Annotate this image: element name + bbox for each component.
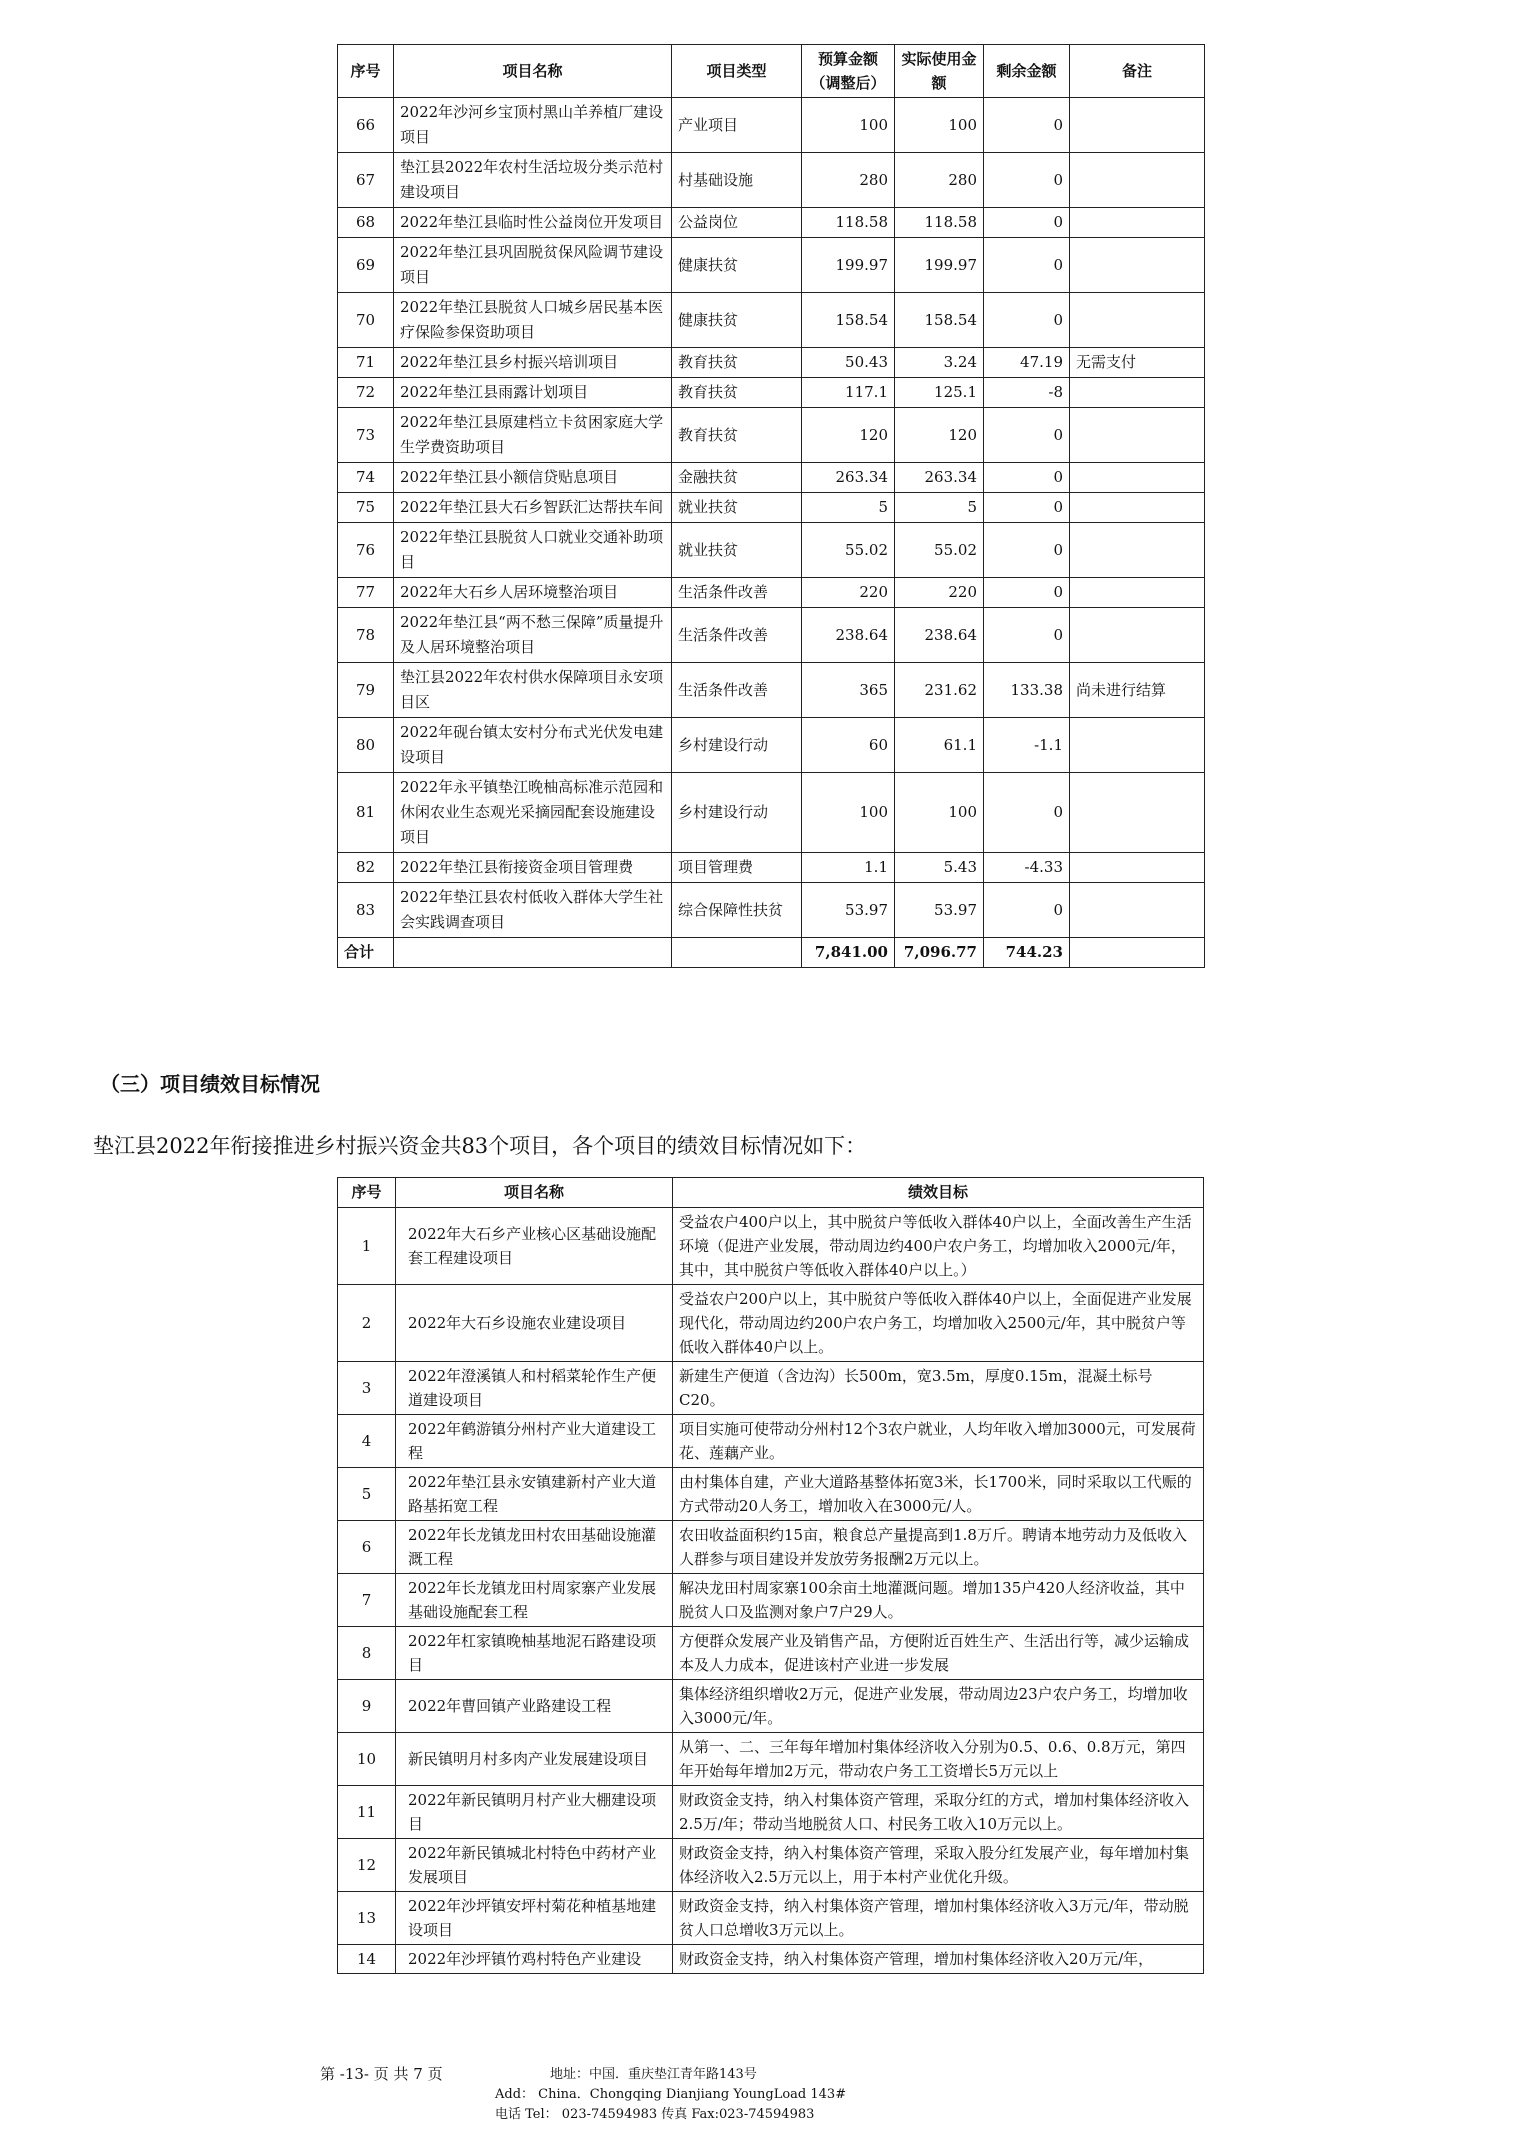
budget-cell-type: 生活条件改善: [672, 663, 802, 718]
budget-cell-remain: 0: [984, 578, 1070, 608]
budget-cell-no: 71: [338, 348, 394, 378]
header-note: 备注: [1070, 45, 1205, 98]
budget-cell-no: 76: [338, 523, 394, 578]
perf-cell-goal: 从第一、二、三年每年增加村集体经济收入分别为0.5、0.6、0.8万元，第四年开始每年增加2万元，带动农户务工工资增长5万元以上: [673, 1733, 1204, 1786]
budget-cell-budget: 365: [802, 663, 895, 718]
budget-row: [338, 463, 1205, 493]
footer-address-en: Add： China．Chongqing Dianjiang YoungLoad 143#: [495, 2087, 847, 2102]
budget-cell-type: 教育扶贫: [672, 408, 802, 463]
header-remain: 剩余金额: [984, 45, 1070, 98]
budget-cell-actual: 100: [895, 98, 984, 153]
budget-cell-budget: 280: [802, 153, 895, 208]
budget-cell-actual: 61.1: [895, 718, 984, 773]
budget-cell-actual: 118.58: [895, 208, 984, 238]
intro-text: 垫江县2022年衔接推进乡村振兴资金共83个项目，各个项目的绩效目标情况如下：: [93, 1134, 867, 1158]
perf-header-name: 项目名称: [396, 1178, 673, 1208]
budget-cell-type: 村基础设施: [672, 153, 802, 208]
perf-row: [338, 1786, 1204, 1839]
budget-cell-note: 尚未进行结算: [1070, 663, 1205, 718]
budget-cell-budget: 60: [802, 718, 895, 773]
budget-row: [338, 408, 1205, 463]
perf-row: [338, 1468, 1204, 1521]
perf-cell-goal: 项目实施可使带动分州村12个3农户就业，人均年收入增加3000元，可发展荷花、莲藕产业。: [673, 1415, 1204, 1468]
perf-cell-name: 2022年长龙镇龙田村农田基础设施灌溉工程: [396, 1521, 673, 1574]
budget-cell-type: 乡村建设行动: [672, 773, 802, 853]
budget-cell-remain: 0: [984, 408, 1070, 463]
budget-cell-budget: 118.58: [802, 208, 895, 238]
budget-cell-name: 2022年垫江县农村低收入群体大学生社会实践调查项目: [394, 883, 672, 938]
budget-row: [338, 208, 1205, 238]
budget-cell-budget: 5: [802, 493, 895, 523]
perf-cell-goal: 由村集体自建，产业大道路基整体拓宽3米，长1700米，同时采取以工代赈的方式带动20人务工，增加收入在3000元/人。: [673, 1468, 1204, 1521]
budget-cell-actual: 55.02: [895, 523, 984, 578]
budget-cell-name: 2022年砚台镇太安村分布式光伏发电建设项目: [394, 718, 672, 773]
budget-row: [338, 718, 1205, 773]
budget-cell-budget: 50.43: [802, 348, 895, 378]
header-no: 序号: [338, 45, 394, 98]
budget-cell-note: [1070, 463, 1205, 493]
budget-cell-no: 66: [338, 98, 394, 153]
header-actual: 实际使用金额: [895, 45, 984, 98]
budget-cell-budget: 238.64: [802, 608, 895, 663]
budget-cell-note: [1070, 293, 1205, 348]
footer-phone: 电话 Tel： 023-74594983 传真 Fax:023-74594983: [495, 2107, 815, 2122]
budget-cell-note: [1070, 208, 1205, 238]
budget-cell-no: 69: [338, 238, 394, 293]
budget-row: [338, 578, 1205, 608]
budget-cell-no: 70: [338, 293, 394, 348]
budget-cell-actual: 5.43: [895, 853, 984, 883]
budget-row: [338, 608, 1205, 663]
perf-cell-goal: 财政资金支持，纳入村集体资产管理，采取入股分红发展产业，每年增加村集体经济收入2.5万元以上，用于本村产业优化升级。: [673, 1839, 1204, 1892]
perf-cell-goal: 农田收益面积约15亩，粮食总产量提高到1.8万斤。聘请本地劳动力及低收入人群参与项目建设并发放劳务报酬2万元以上。: [673, 1521, 1204, 1574]
budget-cell-no: 78: [338, 608, 394, 663]
budget-cell-no: 67: [338, 153, 394, 208]
perf-cell-name: 2022年垫江县永安镇建新村产业大道路基拓宽工程: [396, 1468, 673, 1521]
perf-row: [338, 1415, 1204, 1468]
perf-row: [338, 1521, 1204, 1574]
perf-cell-no: 4: [338, 1415, 396, 1468]
budget-cell-note: [1070, 378, 1205, 408]
budget-cell-type: 产业项目: [672, 98, 802, 153]
perf-cell-no: 2: [338, 1285, 396, 1362]
budget-cell-remain: 0: [984, 523, 1070, 578]
budget-cell-actual: 199.97: [895, 238, 984, 293]
budget-cell-name: 2022年垫江县原建档立卡贫困家庭大学生学费资助项目: [394, 408, 672, 463]
perf-cell-no: 1: [338, 1208, 396, 1285]
page-number: 第 -13- 页 共 7 页: [320, 2065, 443, 2083]
perf-cell-goal: 解决龙田村周家寨100余亩土地灌溉问题。增加135户420人经济收益，其中脱贫人口及监测对象户7户29人。: [673, 1574, 1204, 1627]
perf-header-no: 序号: [338, 1178, 396, 1208]
budget-row: [338, 153, 1205, 208]
budget-total-row: [338, 938, 1205, 968]
budget-cell-actual: 53.97: [895, 883, 984, 938]
perf-cell-name: 2022年大石乡产业核心区基础设施配套工程建设项目: [396, 1208, 673, 1285]
budget-cell-note: [1070, 853, 1205, 883]
budget-cell-type: 就业扶贫: [672, 493, 802, 523]
perf-cell-no: 11: [338, 1786, 396, 1839]
section-heading: （三）项目绩效目标情况: [100, 1072, 320, 1096]
budget-cell-type: 乡村建设行动: [672, 718, 802, 773]
budget-cell-actual: 238.64: [895, 608, 984, 663]
budget-cell-note: [1070, 608, 1205, 663]
budget-cell-note: [1070, 883, 1205, 938]
budget-cell-remain: 0: [984, 608, 1070, 663]
budget-cell-actual: 263.34: [895, 463, 984, 493]
budget-cell-budget: 117.1: [802, 378, 895, 408]
budget-cell-note: [1070, 238, 1205, 293]
budget-row: [338, 663, 1205, 718]
perf-cell-goal: 方便群众发展产业及销售产品，方便附近百姓生产、生活出行等，减少运输成本及人力成本，促进该村产业进一步发展: [673, 1627, 1204, 1680]
budget-row: [338, 238, 1205, 293]
perf-cell-goal: 受益农户200户以上，其中脱贫户等低收入群体40户以上，全面促进产业发展现代化，带动周边约200户农户务工，均增加收入2500元/年，其中脱贫户等低收入群体40户以上。: [673, 1285, 1204, 1362]
budget-cell-name: 2022年垫江县脱贫人口就业交通补助项目: [394, 523, 672, 578]
perf-cell-goal: 财政资金支持，纳入村集体资产管理，增加村集体经济收入20万元/年，: [673, 1945, 1204, 1974]
budget-cell-note: [1070, 98, 1205, 153]
footer-address-cn: 地址：中国．重庆垫江青年路143号: [550, 2067, 757, 2082]
budget-cell-remain: 0: [984, 493, 1070, 523]
budget-row: [338, 773, 1205, 853]
budget-cell-remain: -4.33: [984, 853, 1070, 883]
perf-cell-name: 2022年大石乡设施农业建设项目: [396, 1285, 673, 1362]
budget-row: [338, 98, 1205, 153]
budget-row: [338, 853, 1205, 883]
budget-cell-note: [1070, 578, 1205, 608]
budget-row: [338, 523, 1205, 578]
budget-cell-remain: 0: [984, 98, 1070, 153]
budget-cell-actual: 125.1: [895, 378, 984, 408]
budget-cell-type: 就业扶贫: [672, 523, 802, 578]
budget-cell-type: 健康扶贫: [672, 238, 802, 293]
budget-cell-name: 2022年垫江县乡村振兴培训项目: [394, 348, 672, 378]
budget-cell-no: 82: [338, 853, 394, 883]
perf-row: [338, 1362, 1204, 1415]
budget-cell-budget: 158.54: [802, 293, 895, 348]
perf-cell-name: 2022年新民镇城北村特色中药材产业发展项目: [396, 1839, 673, 1892]
budget-header-row: [338, 45, 1205, 98]
budget-cell-type: 健康扶贫: [672, 293, 802, 348]
budget-cell-note: [1070, 773, 1205, 853]
budget-cell-budget: 53.97: [802, 883, 895, 938]
budget-row: [338, 883, 1205, 938]
budget-cell-remain: 0: [984, 293, 1070, 348]
total-budget: 7,841.00: [802, 938, 895, 968]
budget-cell-actual: 120: [895, 408, 984, 463]
budget-cell-no: 81: [338, 773, 394, 853]
budget-cell-no: 80: [338, 718, 394, 773]
perf-row: [338, 1627, 1204, 1680]
perf-header-goal: 绩效目标: [673, 1178, 1204, 1208]
budget-cell-budget: 120: [802, 408, 895, 463]
budget-cell-no: 68: [338, 208, 394, 238]
perf-cell-name: 2022年沙坪镇安坪村菊花种植基地建设项目: [396, 1892, 673, 1945]
budget-cell-remain: 0: [984, 773, 1070, 853]
perf-cell-name: 2022年鹤游镇分州村产业大道建设工程: [396, 1415, 673, 1468]
budget-cell-actual: 220: [895, 578, 984, 608]
perf-row: [338, 1208, 1204, 1285]
budget-cell-no: 75: [338, 493, 394, 523]
perf-cell-goal: 财政资金支持，纳入村集体资产管理，增加村集体经济收入3万元/年，带动脱贫人口总增收3万元以上。: [673, 1892, 1204, 1945]
budget-cell-remain: 0: [984, 463, 1070, 493]
perf-cell-no: 8: [338, 1627, 396, 1680]
budget-row: [338, 378, 1205, 408]
perf-row: [338, 1839, 1204, 1892]
perf-row: [338, 1680, 1204, 1733]
total-label: 合计: [338, 938, 394, 968]
budget-cell-name: 2022年垫江县衔接资金项目管理费: [394, 853, 672, 883]
perf-cell-name: 2022年沙坪镇竹鸡村特色产业建设: [396, 1945, 673, 1974]
total-remain: 744.23: [984, 938, 1070, 968]
budget-cell-no: 72: [338, 378, 394, 408]
header-type: 项目类型: [672, 45, 802, 98]
budget-cell-no: 83: [338, 883, 394, 938]
budget-cell-type: 金融扶贫: [672, 463, 802, 493]
budget-cell-type: 综合保障性扶贫: [672, 883, 802, 938]
perf-row: [338, 1945, 1204, 1974]
budget-cell-budget: 55.02: [802, 523, 895, 578]
budget-table: [337, 44, 1205, 968]
budget-cell-note: [1070, 408, 1205, 463]
budget-cell-name: 2022年大石乡人居环境整治项目: [394, 578, 672, 608]
budget-cell-name: 2022年垫江县雨露计划项目: [394, 378, 672, 408]
budget-cell-actual: 158.54: [895, 293, 984, 348]
budget-cell-remain: 0: [984, 153, 1070, 208]
budget-cell-name: 2022年垫江县大石乡智跃汇达帮扶车间: [394, 493, 672, 523]
perf-row: [338, 1892, 1204, 1945]
perf-cell-goal: 受益农户400户以上，其中脱贫户等低收入群体40户以上，全面改善生产生活环境（促进产业发展，带动周边约400户农户务工，均增加收入2000元/年，其中，其中脱贫户等低收入群体40户以上。）: [673, 1208, 1204, 1285]
header-budget: 预算金额（调整后）: [802, 45, 895, 98]
budget-cell-actual: 280: [895, 153, 984, 208]
budget-cell-budget: 220: [802, 578, 895, 608]
budget-cell-remain: 0: [984, 883, 1070, 938]
perf-row: [338, 1733, 1204, 1786]
budget-row: [338, 293, 1205, 348]
perf-row: [338, 1285, 1204, 1362]
budget-cell-actual: 231.62: [895, 663, 984, 718]
perf-cell-name: 2022年曹回镇产业路建设工程: [396, 1680, 673, 1733]
budget-cell-type: 项目管理费: [672, 853, 802, 883]
perf-cell-name: 新民镇明月村多肉产业发展建设项目: [396, 1733, 673, 1786]
perf-cell-no: 5: [338, 1468, 396, 1521]
perf-cell-goal: 集体经济组织增收2万元，促进产业发展，带动周边23户农户务工，均增加收入3000元/年。: [673, 1680, 1204, 1733]
perf-row: [338, 1574, 1204, 1627]
budget-cell-budget: 199.97: [802, 238, 895, 293]
budget-cell-actual: 100: [895, 773, 984, 853]
budget-cell-budget: 100: [802, 98, 895, 153]
perf-cell-no: 3: [338, 1362, 396, 1415]
budget-cell-remain: -1.1: [984, 718, 1070, 773]
budget-cell-remain: 133.38: [984, 663, 1070, 718]
budget-cell-budget: 1.1: [802, 853, 895, 883]
budget-cell-remain: -8: [984, 378, 1070, 408]
budget-cell-name: 2022年垫江县脱贫人口城乡居民基本医疗保险参保资助项目: [394, 293, 672, 348]
perf-cell-name: 2022年杠家镇晚柚基地泥石路建设项目: [396, 1627, 673, 1680]
budget-cell-no: 74: [338, 463, 394, 493]
budget-cell-note: 无需支付: [1070, 348, 1205, 378]
budget-cell-note: [1070, 523, 1205, 578]
perf-cell-no: 7: [338, 1574, 396, 1627]
perf-cell-name: 2022年澄溪镇人和村稻菜轮作生产便道建设项目: [396, 1362, 673, 1415]
perf-cell-name: 2022年新民镇明月村产业大棚建设项目: [396, 1786, 673, 1839]
perf-cell-no: 14: [338, 1945, 396, 1974]
budget-cell-no: 79: [338, 663, 394, 718]
budget-cell-actual: 3.24: [895, 348, 984, 378]
budget-cell-type: 生活条件改善: [672, 578, 802, 608]
perf-header-row: [338, 1178, 1204, 1208]
perf-cell-no: 9: [338, 1680, 396, 1733]
perf-cell-goal: 财政资金支持，纳入村集体资产管理，采取分红的方式，增加村集体经济收入2.5万/年；带动当地脱贫人口、村民务工收入10万元以上。: [673, 1786, 1204, 1839]
budget-cell-type: 生活条件改善: [672, 608, 802, 663]
budget-row: [338, 493, 1205, 523]
budget-cell-type: 教育扶贫: [672, 378, 802, 408]
budget-cell-name: 垫江县2022年农村生活垃圾分类示范村建设项目: [394, 153, 672, 208]
performance-table: [337, 1177, 1204, 1974]
budget-row: [338, 348, 1205, 378]
budget-cell-no: 77: [338, 578, 394, 608]
perf-cell-name: 2022年长龙镇龙田村周家寨产业发展基础设施配套工程: [396, 1574, 673, 1627]
budget-cell-no: 73: [338, 408, 394, 463]
perf-cell-no: 10: [338, 1733, 396, 1786]
perf-cell-no: 13: [338, 1892, 396, 1945]
budget-cell-remain: 0: [984, 208, 1070, 238]
budget-cell-note: [1070, 153, 1205, 208]
budget-cell-name: 2022年垫江县临时性公益岗位开发项目: [394, 208, 672, 238]
budget-cell-note: [1070, 493, 1205, 523]
budget-cell-remain: 47.19: [984, 348, 1070, 378]
budget-cell-budget: 100: [802, 773, 895, 853]
budget-cell-type: 公益岗位: [672, 208, 802, 238]
perf-cell-no: 12: [338, 1839, 396, 1892]
perf-cell-goal: 新建生产便道（含边沟）长500m，宽3.5m，厚度0.15m，混凝土标号C20。: [673, 1362, 1204, 1415]
budget-cell-name: 垫江县2022年农村供水保障项目永安项目区: [394, 663, 672, 718]
budget-cell-budget: 263.34: [802, 463, 895, 493]
budget-cell-actual: 5: [895, 493, 984, 523]
total-actual: 7,096.77: [895, 938, 984, 968]
budget-cell-name: 2022年永平镇垫江晚柚高标准示范园和休闲农业生态观光采摘园配套设施建设项目: [394, 773, 672, 853]
perf-cell-no: 6: [338, 1521, 396, 1574]
budget-cell-note: [1070, 718, 1205, 773]
header-name: 项目名称: [394, 45, 672, 98]
budget-cell-name: 2022年垫江县巩固脱贫保风险调节建设项目: [394, 238, 672, 293]
budget-cell-name: 2022年沙河乡宝顶村黑山羊养植厂建设项目: [394, 98, 672, 153]
budget-cell-remain: 0: [984, 238, 1070, 293]
budget-cell-name: 2022年垫江县“两不愁三保障”质量提升及人居环境整治项目: [394, 608, 672, 663]
budget-cell-type: 教育扶贫: [672, 348, 802, 378]
budget-cell-name: 2022年垫江县小额信贷贴息项目: [394, 463, 672, 493]
